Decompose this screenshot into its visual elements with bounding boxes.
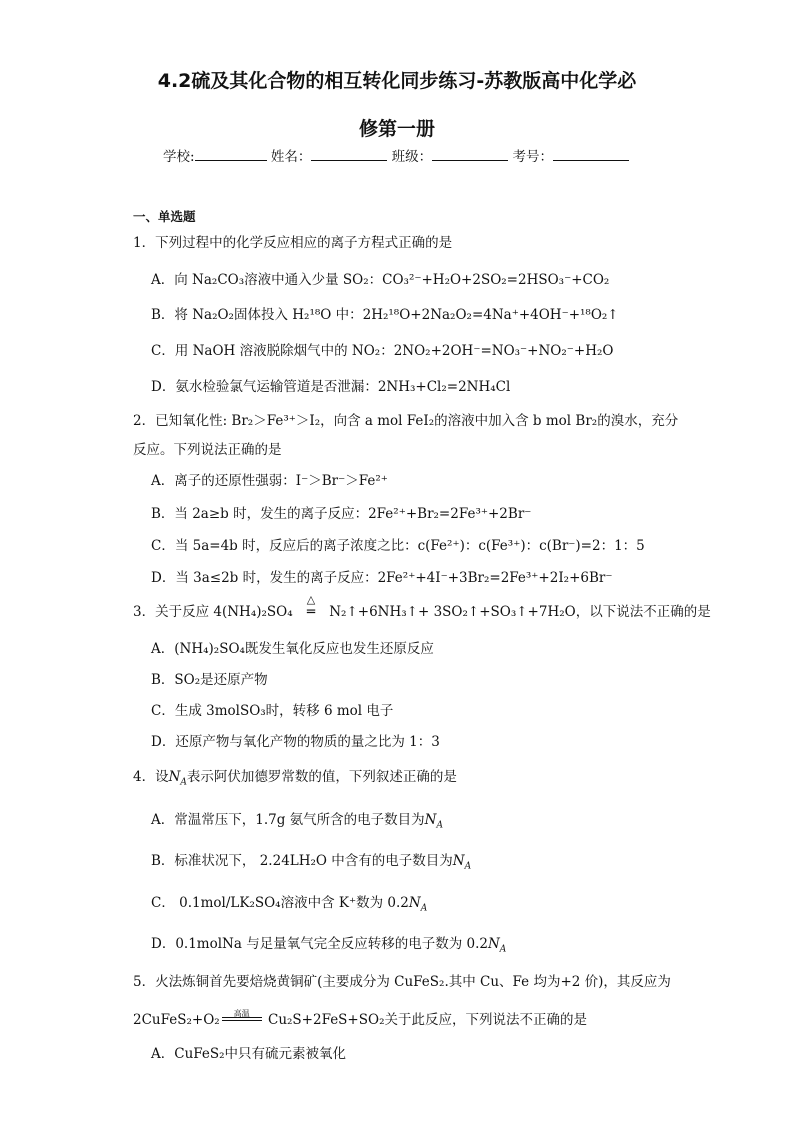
q1-stem: 1．下列过程中的化学反应相应的离子方程式正确的是 <box>133 235 453 251</box>
q4-option-a <box>151 811 443 829</box>
q4-stem-post: 表示阿伏加德罗常数的值，下列叙述正确的是 <box>186 769 457 785</box>
q1-option-d: D．氨水检验氯气运输管道是否泄漏：2NH₃+Cl₂=2NH₄Cl <box>151 379 511 395</box>
avogadro-symbol: $N_A$ <box>408 895 428 914</box>
document-title-line1: 4.2硫及其化合物的相互转化同步练习-苏教版高中化学必 <box>157 70 637 92</box>
q1-option-b: B．将 Na₂O₂固体投入 H₂¹⁸O 中：2H₂¹⁸O+2Na₂O₂=4Na⁺+4OH⁻+¹⁸O₂↑ <box>151 307 619 323</box>
avogadro-symbol: $N_A$ <box>168 769 187 788</box>
q2-stem-line2: 反应。下列说法正确的是 <box>133 442 282 458</box>
q3-option-d: D．还原产物与氧化产物的物质的量之比为 1：3 <box>151 734 440 750</box>
class-blank[interactable] <box>432 146 508 161</box>
q2-option-c: C．当 5a=4b 时，反应后的离子浓度之比：c(Fe²⁺)：c(Fe³⁺)：c(Br⁻)=2：1：5 <box>151 538 645 554</box>
student-info-row <box>163 145 629 165</box>
q5-stem-line2 <box>133 1010 587 1029</box>
name-blank[interactable] <box>311 146 387 161</box>
q5-products: Cu₂S+2FeS+SO₂关于此反应，下列说法不正确的是 <box>267 1012 587 1028</box>
q5-stem-line1: 5．火法炼铜首先要焙烧黄铜矿(主要成分为 CuFeS₂.其中 Cu、Fe 均为+2 价)，其反应为 <box>133 974 671 990</box>
q3-stem <box>133 593 711 621</box>
q3-option-b: B．SO₂是还原产物 <box>151 672 268 688</box>
q3-stem-pre: 3．关于反应 4(NH₄)₂SO₄ <box>133 604 293 620</box>
q2-stem-line1: 2．已知氧化性: Br₂＞Fe³⁺＞I₂，向含 a mol FeI₂的溶液中加入含 b mol Br₂的溴水，充分 <box>133 413 679 429</box>
q5-reactants: 2CuFeS₂+O₂ <box>133 1012 220 1028</box>
condition-label: 高温 <box>233 1009 250 1018</box>
q4-c-value: 0.2 <box>387 895 409 911</box>
avogadro-symbol: $N_A$ <box>487 936 507 955</box>
avogadro-symbol: $N_A$ <box>424 812 443 831</box>
q3-option-c: C．生成 3molSO₃时，转移 6 mol 电子 <box>151 703 394 719</box>
number-blank[interactable] <box>553 146 629 161</box>
high-temperature-arrow <box>220 1010 264 1024</box>
q4-a-text: A．常温常压下，1.7g 氨气所含的电子数目为 <box>151 812 425 828</box>
heating-condition-arrow: △ ═ <box>297 603 325 621</box>
number-label: 考号： <box>512 149 553 165</box>
q4-c-tail: 数为 <box>356 895 384 911</box>
q2-option-d: D．当 3a≤2b 时，发生的离子反应：2Fe²⁺+4I⁻+3Br₂=2Fe³⁺+2I₂+6Br⁻ <box>151 570 613 586</box>
document-title-line2: 修第一册 <box>358 118 435 140</box>
potassium-ion: K⁺ <box>338 895 357 911</box>
delta-symbol: △ <box>306 593 316 606</box>
q4-option-b <box>151 852 471 870</box>
q4-d-text: D．0.1molNa 与足量氧气完全反应转移的电子数为 <box>151 936 463 952</box>
q5-option-a: A．CuFeS₂中只有硫元素被氧化 <box>151 1046 347 1062</box>
q4-b-tail: 中含有的电子数目为 <box>331 853 453 869</box>
q4-b-text: B．标准状况下， <box>151 853 256 869</box>
q4-c-label: C． <box>151 895 175 911</box>
q4-stem <box>133 768 457 786</box>
class-label: 班级： <box>391 149 433 165</box>
school-label: 学校: <box>163 149 195 165</box>
q4-c-text: 溶液中含 <box>280 895 335 911</box>
q4-b-formula: 2.24LH₂O <box>259 853 327 869</box>
q3-option-a: A．(NH₄)₂SO₄既发生氧化反应也发生还原反应 <box>151 641 434 657</box>
q2-option-a: A．离子的还原性强弱：I⁻＞Br⁻＞Fe²⁺ <box>151 473 388 489</box>
q4-c-formula: 0.1mol/LK₂SO₄ <box>179 895 281 911</box>
q4-option-d <box>151 935 506 953</box>
avogadro-symbol: $N_A$ <box>452 853 472 872</box>
q2-option-b: B．当 2a≥b 时，发生的离子反应：2Fe²⁺+Br₂=2Fe³⁺+2Br⁻ <box>151 506 532 522</box>
section-heading: 一、单选题 <box>133 209 196 224</box>
name-label: 姓名： <box>270 149 312 165</box>
q3-stem-post: N₂↑+6NH₃↑+ 3SO₂↑+SO₃↑+7H₂O，以下说法不正确的是 <box>329 604 711 620</box>
q4-d-value: 0.2 <box>466 936 488 952</box>
q4-stem-pre: 4．设 <box>133 769 169 785</box>
q4-option-c <box>151 894 427 912</box>
school-blank[interactable] <box>195 146 267 161</box>
q1-option-c: C．用 NaOH 溶液脱除烟气中的 NO₂：2NO₂+2OH⁻=NO₃⁻+NO₂⁻+H₂O <box>151 343 614 359</box>
q1-option-a: A．向 Na₂CO₃溶液中通入少量 SO₂：CO₃²⁻+H₂O+2SO₂=2HSO₃⁻+CO₂ <box>151 272 610 288</box>
